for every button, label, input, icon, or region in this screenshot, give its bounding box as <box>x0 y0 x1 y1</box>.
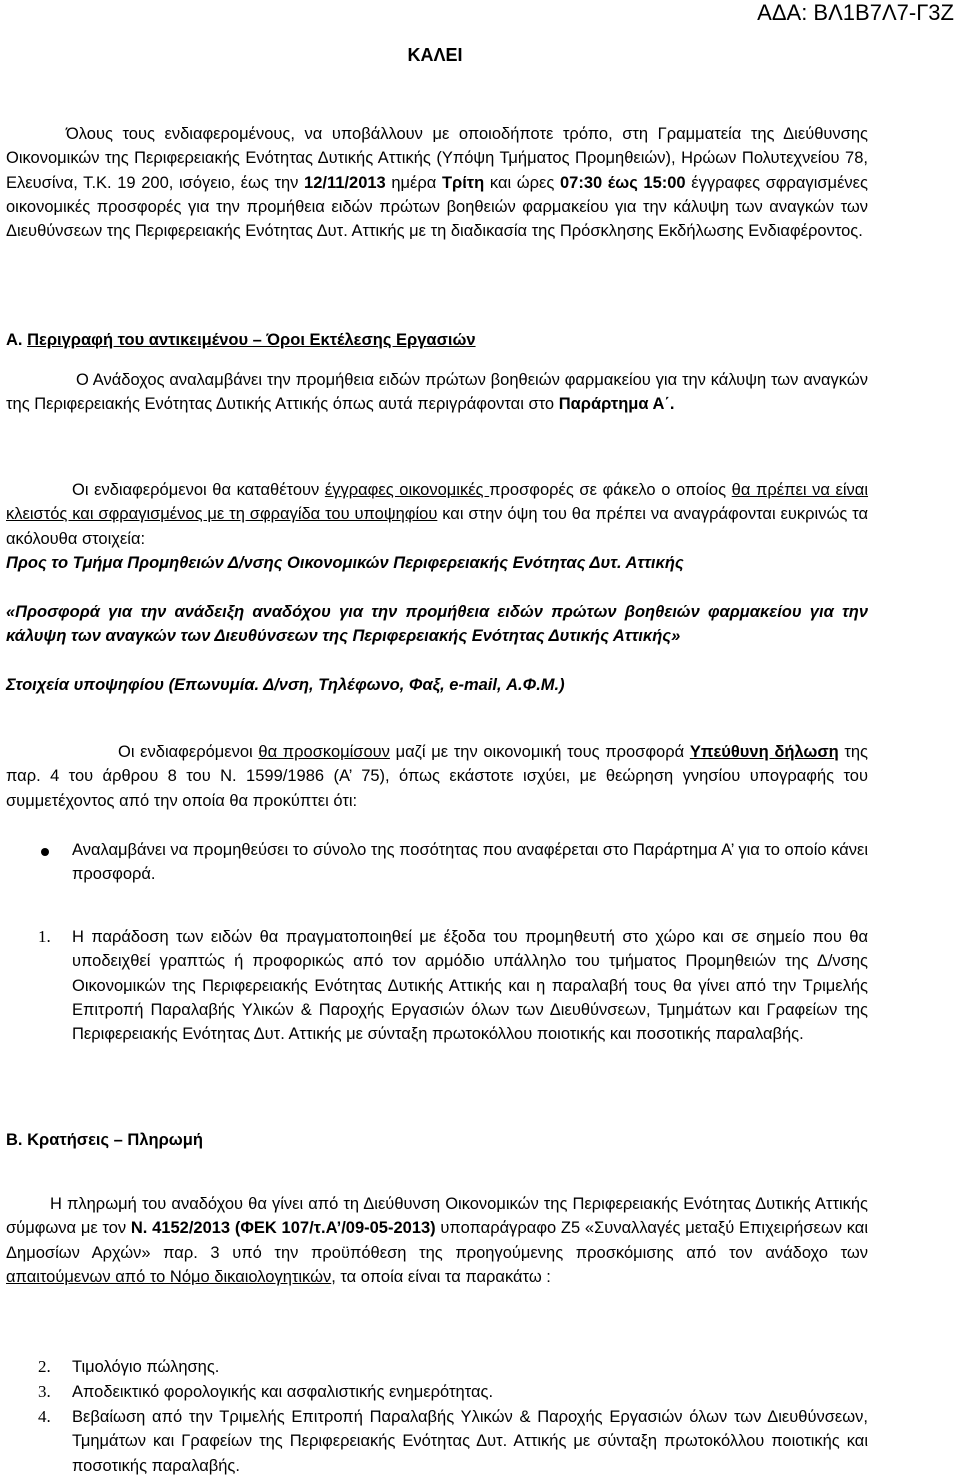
list-item-3: 3. Αποδεικτικό φορολογικής και ασφαλιστικής ενημερότητας. <box>38 1382 494 1401</box>
envelope-candidate-info: Στοιχεία υποψηφίου (Επωνυμία. Δ/νση, Τηλέφωνο, Φαξ, e-mail, Α.Φ.Μ.) <box>6 676 565 694</box>
intro-paragraph: Όλους τους ενδιαφερομένους, να υποβάλλουν με οποιοδήποτε τρόπο, στη Γραμματεία της Διεύθυνσης Οικονομικών της Περιφερειακής Ενότητας Δυτικής Αττικής (Υπόψη Τμήματος Προμηθειών), Ηρώων Πολυτεχνείου 78, Ελευσίνα, Τ.Κ. 19 200, ισόγειο, έως την 12/11/2013 ημέρα Τρίτη και ώρες 07:30 έως 15:00 έγγραφες σφραγισμένες οικονομικές προσφορές για την προμήθεια ειδών πρώτων βοηθειών φαρμακείου για την κάλυψη των αναγκών των Διευθύνσεων της Περιφερειακής Ενότητας Δυτ. Αττικής με τη διαδικασία της Πρόσκλησης Εκδήλωσης Ενδιαφέροντος. <box>6 125 868 241</box>
list-item-2: 2. Τιμολόγιο πώλησης. <box>38 1357 220 1376</box>
section-b-paragraph: Η πληρωμή του αναδόχου θα γίνει από τη Διεύθυνση Οικονομικών της Περιφερειακής Ενότητας Δυτικής Αττικής σύμφωνα με τον Ν. 4152/2013 (ΦΕΚ 107/τ.Α’/09-05-2013) υποπαράγραφο Ζ5 «Συναλλαγές μεταξύ Επιχειρήσεων και Δημοσίων Αρχών» παρ. 3 υπό την προϋπόθεση της προηγούμενης προσκόμισης από τον ανάδοχο των απαιτούμενων από το Νόμο δικαιολογητικών, τα οποία είναι τα παρακάτω : <box>6 1195 868 1286</box>
envelope-recipient: Προς το Τμήμα Προμηθειών Δ/νσης Οικονομικών Περιφερειακής Ενότητας Δυτ. Αττικής <box>6 554 684 572</box>
list-item-4: 4. Βεβαίωση από την Τριμελής Επιτροπή Παραλαβής Υλικών & Παροχής Εργασιών όλων των Διευθύνσεων, Τμημάτων και Γραφείων της Περιφερειακής Ενότητας Δυτ. Αττικής με σύνταξη πρωτοκόλλου ποιοτικής και ποσοτικής παραλαβής. <box>38 1407 868 1475</box>
envelope-subject: «Προσφορά για την ανάδειξη αναδόχου για την προμήθεια ειδών πρώτων βοηθειών φαρμακείου για την κάλυψη των αναγκών των Διευθύνσεων της Περιφερειακής Ενότητας Δυτικής Αττικής» <box>6 603 868 646</box>
section-b-heading: Β. Κρατήσεις – Πληρωμή <box>6 1131 203 1149</box>
section-a-paragraph: Ο Ανάδοχος αναλαμβάνει την προμήθεια ειδών πρώτων βοηθειών φαρμακείου για την κάλυψη των αναγκών της Περιφερειακής Ενότητας Δυτικής Αττικής όπως αυτά περιγράφονται στο Παράρτημα Α΄. <box>6 371 868 414</box>
bullet-item: Αναλαμβάνει να προμηθεύσει το σύνολο της ποσότητας που αναφέρεται στο Παράρτημα Α’ για το οποίο κάνει προσφορά. <box>6 838 868 887</box>
list-item-1: 1. Η παράδοση των ειδών θα πραγματοποιηθεί με έξοδα του προμηθευτή στο χώρο και σε σημείο που θα υποδειχθεί γραπτώς ή προφορικώς από τον αρμόδιο υπάλληλο του τμήματος Προμηθειών της Δ/νσης Οικονομικών της Περιφερειακής Ενότητας Δυτικής Αττικής και η παραλαβή τους θα γίνει από την Τριμελής Επιτροπή Παραλαβής Υλικών & Παροχής Εργασιών όλων των Διευθύνσεων, Τμημάτων και Γραφείων της Περιφερειακής Ενότητας Δυτ. Αττικής με σύνταξη πρωτοκόλλου ποιοτικής και ποσοτικής παραλαβής. <box>38 927 868 1044</box>
bullet-dot <box>41 848 49 856</box>
declaration-paragraph: Οι ενδιαφερόμενοι θα προσκομίσουν μαζί με την οικονομική τους προσφορά Υπεύθυνη δήλωση της παρ. 4 του άρθρου 8 του Ν. 1599/1986 (Α’ 75), όπως εκάστοτε ισχύει, με θεώρηση γνησίου υπογραφής του συμμετέχοντος από την οποία θα προκύπτει ότι: <box>6 743 868 810</box>
document-title: ΚΑΛΕΙ <box>407 45 463 65</box>
section-a-heading: Α. Περιγραφή του αντικειμένου – Όροι Εκτέλεσης Εργασιών <box>6 331 476 349</box>
ada-code: ΑΔΑ: ΒΛ1Β7Λ7-Γ3Ζ <box>757 0 954 25</box>
offers-paragraph: Οι ενδιαφερόμενοι θα καταθέτουν έγγραφες οικονομικές προσφορές σε φάκελο ο οποίος θα πρέπει να είναι κλειστός και σφραγισμένος με τη σφραγίδα του υποψηφίου και στην όψη του θα πρέπει να αναγράφονται ευκρινώς τα ακόλουθα στοιχεία: <box>6 481 869 548</box>
